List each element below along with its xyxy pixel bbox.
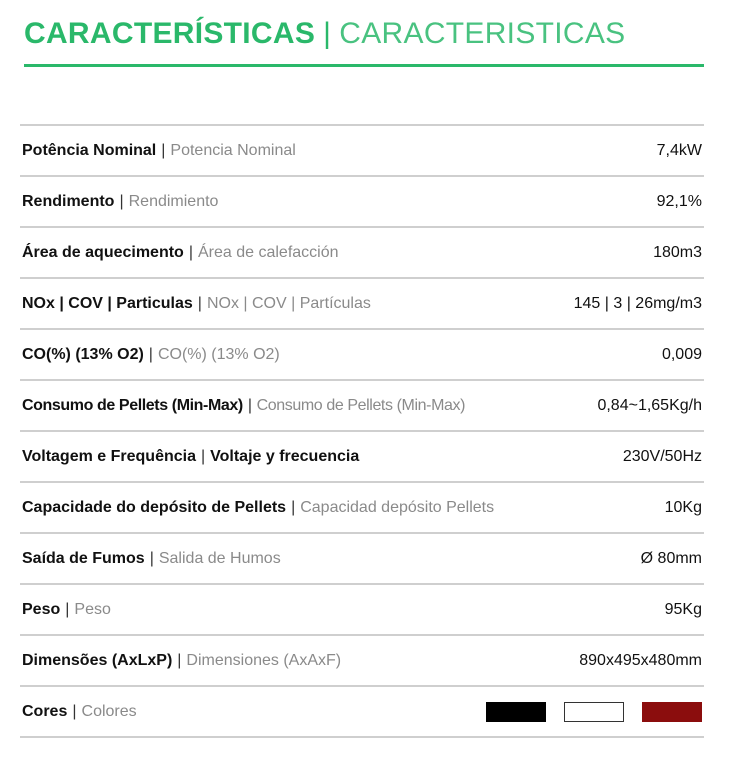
color-swatch-white bbox=[564, 702, 624, 722]
spec-value: 95Kg bbox=[664, 600, 702, 618]
title-portuguese: CARACTERÍSTICAS bbox=[24, 17, 316, 50]
spec-value: 7,4kW bbox=[656, 141, 702, 159]
spec-row-emissions bbox=[20, 279, 704, 330]
spec-label: Consumo de Pellets (Min-Max) | Consumo de Pellets (Min-Max) bbox=[22, 396, 466, 414]
spec-value: Ø 80mm bbox=[640, 549, 702, 567]
specifications-table bbox=[20, 124, 704, 738]
color-swatches bbox=[486, 702, 702, 722]
spec-row-pellet-capacity bbox=[20, 483, 704, 534]
spec-label: Peso | Peso bbox=[22, 600, 111, 618]
title-spanish: CARACTERISTICAS bbox=[339, 17, 626, 50]
spec-value: 0,84~1,65Kg/h bbox=[597, 396, 702, 414]
spec-row-weight bbox=[20, 585, 704, 636]
spec-row-colors bbox=[20, 687, 704, 738]
spec-row-voltage bbox=[20, 432, 704, 483]
title-separator: | bbox=[323, 17, 332, 50]
spec-label: Potência Nominal | Potencia Nominal bbox=[22, 141, 296, 159]
spec-value: 180m3 bbox=[653, 243, 702, 261]
spec-label: Rendimento | Rendimiento bbox=[22, 192, 219, 210]
spec-value: 145 | 3 | 26mg/m3 bbox=[573, 294, 702, 312]
color-swatch-black bbox=[486, 702, 546, 722]
spec-value: 10Kg bbox=[664, 498, 702, 516]
spec-row-dimensions bbox=[20, 636, 704, 687]
spec-label: Cores | Colores bbox=[22, 702, 137, 720]
spec-label: NOx | COV | Particulas | NOx | COV | Partículas bbox=[22, 294, 371, 312]
spec-label: Saída de Fumos | Salida de Humos bbox=[22, 549, 281, 567]
spec-label: Capacidade do depósito de Pellets | Capacidad depósito Pellets bbox=[22, 498, 495, 516]
color-swatch-red bbox=[642, 702, 702, 722]
title-underline bbox=[24, 64, 704, 67]
spec-row-flue-outlet bbox=[20, 534, 704, 585]
spec-label: Área de aquecimento | Área de calefacción bbox=[22, 243, 339, 261]
spec-row-pellet-consumption bbox=[20, 381, 704, 432]
spec-value: 0,009 bbox=[661, 345, 702, 363]
spec-label: Voltagem e Frequência | Voltaje y frecuencia bbox=[22, 447, 360, 465]
spec-label: Dimensões (AxLxP) | Dimensiones (AxAxF) bbox=[22, 651, 342, 669]
spec-row-heating-area bbox=[20, 228, 704, 279]
spec-value: 92,1% bbox=[656, 192, 702, 210]
spec-value: 890x495x480mm bbox=[579, 651, 702, 669]
spec-row-efficiency bbox=[20, 177, 704, 228]
spec-row-nominal-power bbox=[20, 126, 704, 177]
spec-label: CO(%) (13% O2) | CO(%) (13% O2) bbox=[22, 345, 280, 363]
section-title bbox=[24, 12, 625, 56]
spec-value: 230V/50Hz bbox=[622, 447, 702, 465]
spec-row-co bbox=[20, 330, 704, 381]
